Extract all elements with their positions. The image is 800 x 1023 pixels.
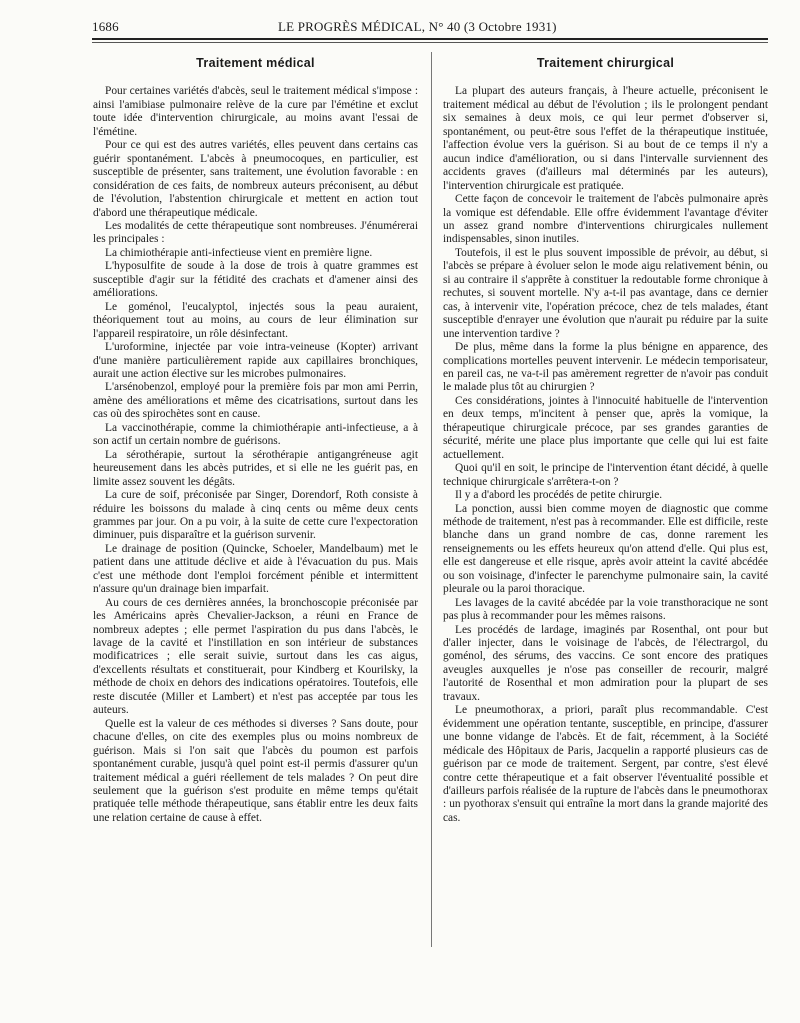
paragraph: Quoi qu'il en soit, le principe de l'intervention étant décidé, à quelle technique chirurgicale s'arrêtera-t-on ? <box>443 462 768 488</box>
paragraph: Toutefois, il est le plus souvent impossible de prévoir, au début, si l'abcès se prépare à évoluer selon le mode aigu relativement bénin, ou si au contraire il s'apprête à constituer la redoutable forme chronique à rechutes, si souvent mortelle. N'y a-t-il pas avantage, dans ce dernier cas, à intervenir vite, l'opération précoce, chez de tels malades, étant susceptible d'enrayer une évolution que n'aurait pu réduire par la suite une intervention tardive ? <box>443 246 768 340</box>
paragraph: L'hyposulfite de soude à la dose de trois à quatre grammes est susceptible d'agir sur la fétidité des crachats et d'amener ainsi des améliorations. <box>93 260 418 300</box>
paragraph: Le pneumothorax, a priori, paraît plus recommandable. C'est évidemment une opération tentante, susceptible, en principe, d'assurer une bonne vidange de l'abcès. Et de fait, récemment, à la Société médicale des Hôpitaux de Paris, Jacquelin a rapporté plusieurs cas de guérison par ce mode de traitement. Sergent, par contre, s'est élevé contre cette thérapeutique et a fait observer l'éventualité possible et d'ailleurs parfois réalisée de la rupture de l'abcès dans le pneumothorax : un pyothorax s'ensuit qui entraîne la mort dans la grande majorité des cas. <box>443 704 768 824</box>
paragraph: Les modalités de cette thérapeutique sont nombreuses. J'énumérerai les principales : <box>93 219 418 246</box>
paragraph: Pour certaines variétés d'abcès, seul le traitement médical s'impose : ainsi l'amibiase pulmonaire relève de la cure par l'émétine et exclut toute idée d'intervention chirurgicale, au moins avant l'essai de l'émétine. <box>93 85 418 138</box>
paragraph: Il y a d'abord les procédés de petite chirurgie. <box>455 489 663 502</box>
paragraph: Cette façon de concevoir le traitement de l'abcès pulmonaire après la vomique est défendable. Elle offre évidemment l'avantage d'éviter un assez grand nombre d'interventions chirurgicales nullement indispensables, sinon inutiles. <box>443 193 768 246</box>
paragraph: La plupart des auteurs français, à l'heure actuelle, préconisent le traitement médical au début de l'évolution ; ils le prolongent pendant six semaines à deux mois, ce qui leur permet d'observer si, spontanément, ou peut-être sous l'effet de la thérapeutique instituée, l'affection évolue vers la guérison. Si au bout de ce temps il n'y a aucun indice d'amélioration, ou si dans l'intervalle surviennent des accidents graves (d'ailleurs mal déterminés par les auteurs), l'intervention chirurgicale est pratiquée. <box>443 85 768 192</box>
running-header <box>92 19 768 37</box>
section-title-medical: Traitement médical <box>196 56 315 70</box>
paragraph: La ponction, aussi bien comme moyen de diagnostic que comme méthode de traitement, n'est pas à recommander. Elle est difficile, reste blanche dans un grand nombre de cas, donne rarement les renseignements ou les effets heureux qu'on attend d'elle. Qui plus est, elle est dangereuse et elle risque, après avoir atteint la cavité abcédée ou son voisinage, d'infecter le parenchyme pulmonaire sain, la cavité pleurale ou la paroi thoracique. <box>443 502 768 596</box>
paragraph: De plus, même dans la forme la plus bénigne en apparence, des complications mortelles peuvent intervenir. Le médecin temporisateur, en pareil cas, ne va-t-il pas amèrement regretter de n'avoir pas conduit le malade plus tôt au chirurgien ? <box>443 341 768 394</box>
paragraph: La sérothérapie, surtout la sérothérapie antigangréneuse agit heureusement dans les abcès putrides, et si elle ne les guérit pas, en limite assez souvent les dégâts. <box>93 448 418 488</box>
page-number: 1686 <box>92 19 119 34</box>
journal-title: LE PROGRÈS MÉDICAL, N° 40 (3 Octobre 1931) <box>278 19 557 34</box>
paragraph: La cure de soif, préconisée par Singer, Dorendorf, Roth consiste à réduire les boissons du malade à cinq cents ou même deux cents grammes par jour. On a pu voir, à la suite de cette cure l'expectoration diminuer, puis disparaître et la guérison survenir. <box>93 489 418 542</box>
paragraph: Le goménol, l'eucalyptol, injectés sous la peau auraient, théoriquement tout au moins, au cours de leur élimination sur l'appareil respiratoire, un rôle désinfectant. <box>93 300 418 340</box>
paragraph: L'arsénobenzol, employé pour la première fois par mon ami Perrin, amène des améliorations et même des cicatrisations, surtout dans les cas où des spirochètes sont en cause. <box>93 381 418 421</box>
paragraph: Pour ce qui est des autres variétés, elles peuvent dans certains cas guérir spontanément. L'abcès à pneumocoques, en particulier, est susceptible de présenter, sans traitement, une évolution favorable : en considération de ces faits, de nombreux auteurs préconisent, au début de l'évolution, l'abstention chirurgicale et mettent en action tout d'abord une thérapeutique médicale. <box>93 139 418 219</box>
left-column <box>93 52 418 825</box>
paragraph: Le drainage de position (Quincke, Schoeler, Mandelbaum) met le patient dans une attitude déclive et aide à l'évacuation du pus. Mais c'est une méthode dont l'emploi forcément pénible et intermittent n'assure qu'un drainage bien imparfait. <box>93 542 418 596</box>
paragraph: Les procédés de lardage, imaginés par Rosenthal, ont pour but d'aller injecter, dans le voisinage de l'abcès, de l'électrargol, du goménol, des sérums, des vaccins. Ce sont encore des pratiques aveugles auxquelles je n'ose pas conseiller de recourir, malgré l'autorité de Rosenthal et mon admiration pour la plupart de ses travaux. <box>443 623 768 703</box>
section-title-surgical: Traitement chirurgical <box>536 56 675 70</box>
paragraph: Ces considérations, jointes à l'innocuité habituelle de l'intervention en deux temps, m'incitent à penser que, après la vomique, la thérapeutique chirurgicale précoce, par ses grandes garanties de sécurité, mérite une place plus importante que celle qui lui est faite actuellement. <box>443 394 768 461</box>
paragraph: La vaccinothérapie, comme la chimiothérapie anti-infectieuse, a à son actif un certain nombre de guérisons. <box>93 421 418 448</box>
header-rule-thick <box>92 38 768 40</box>
paragraph: Au cours de ces dernières années, la bronchoscopie préconisée par les Américains après Chevalier-Jackson, a réuni en France de nombreux adeptes ; elle permet l'aspiration du pus dans l'abcès, le lavage de la cavité et l'instillation en son intérieur de substances modificatrices ; elle serait suivie, surtout dans les cas aigus, d'excellents résultats et constituerait, pour Kindberg et Kourilsky, la méthode de choix en dehors des indications opératoires. Toutefois, elle reste discutée (Miller et Lambert) et n'est pas acceptée par tous les auteurs. <box>93 596 418 717</box>
header-rule-thin <box>92 42 768 43</box>
right-column <box>443 52 768 825</box>
paragraph: L'uroformine, injectée par voie intra-veineuse (Kopter) arrivant d'une manière particulièrement rapide aux capillaires bronchiques, aurait une action élective sur les microbes pulmonaires. <box>93 341 418 380</box>
paragraph: La chimiothérapie anti-infectieuse vient en première ligne. <box>105 246 373 259</box>
paragraph: Quelle est la valeur de ces méthodes si diverses ? Sans doute, pour chacune d'elles, on cite des exemples plus ou moins nombreux de guérison. Mais si l'on sait que l'abcès du poumon est parfois spontanément curable, jusqu'à quel point est-il permis d'assurer qu'un traitement médical a guéri réellement de tels malades ? On peut dire seulement que la guérison s'est produite en même temps qu'était pratiquée telle méthode thérapeutique, sans établir entre les deux faits une relation certaine de cause à effet. <box>93 717 418 824</box>
column-divider <box>431 52 432 947</box>
paragraph: Les lavages de la cavité abcédée par la voie transthoracique ne sont pas plus à recommander pour les mêmes raisons. <box>443 596 768 623</box>
